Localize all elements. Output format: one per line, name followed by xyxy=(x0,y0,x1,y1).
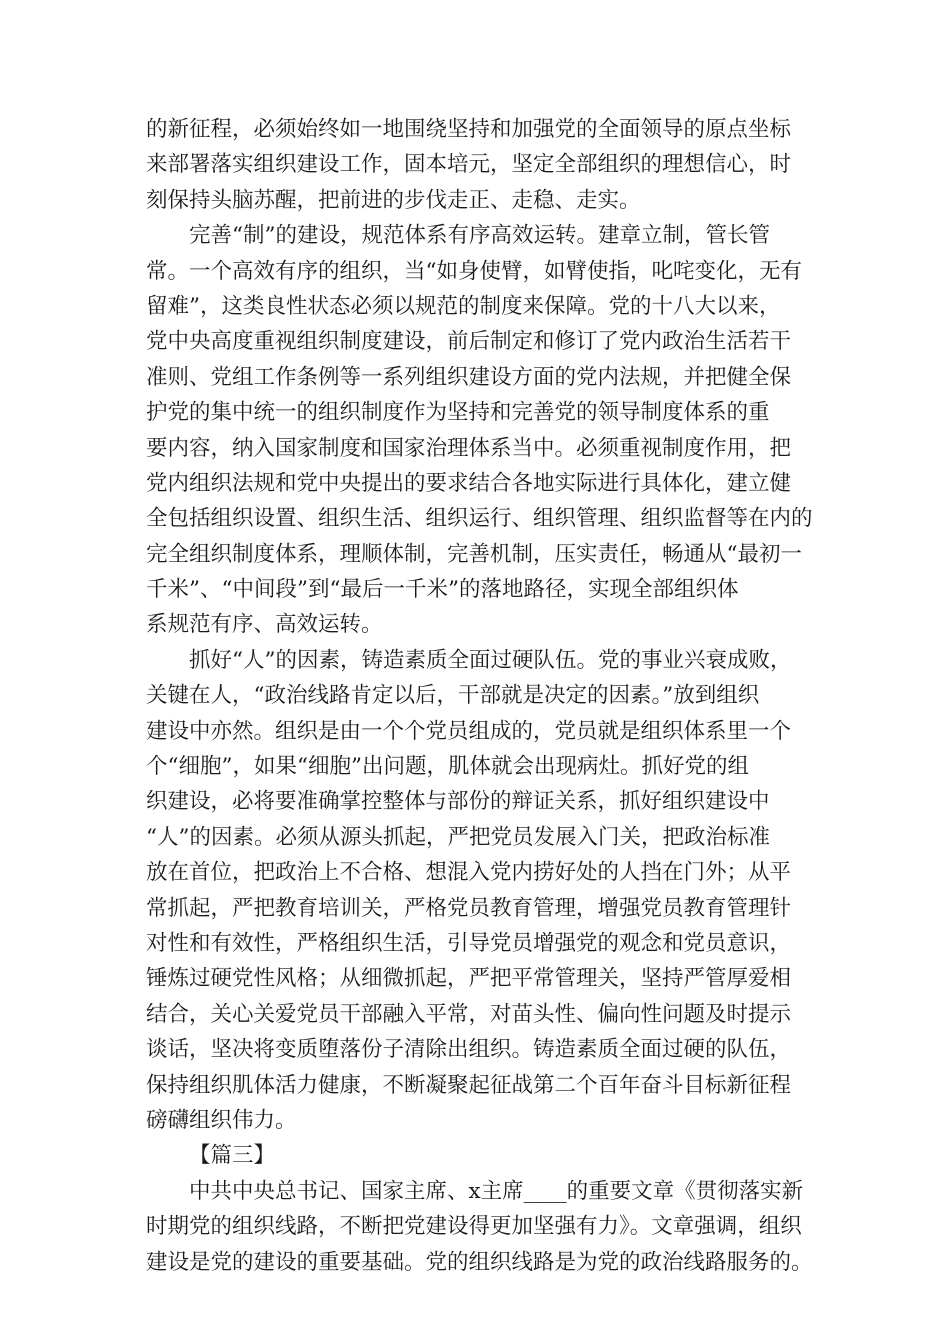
text-line: 保持组织肌体活力健康，不断凝聚起征战第二个百年奋斗目标新征程 xyxy=(146,1072,792,1098)
paragraph-first-line: 抓好“人”的因素，铸造素质全面过硬队伍。党的事业兴衰成败， xyxy=(189,647,792,673)
text-line: 磅礴组织伟力。 xyxy=(146,1107,297,1133)
text-line: 护党的集中统一的组织制度作为坚持和完善党的领导制度体系的重 xyxy=(146,400,770,426)
paragraph-first-line: 【篇三】 xyxy=(189,1143,276,1169)
text-line: “人”的因素。必须从源头抓起，严把党员发展入门关，把政治标准 xyxy=(146,824,770,850)
text-line: 的新征程，必须始终如一地围绕坚持和加强党的全面领导的原点坐标 xyxy=(146,117,792,142)
text-line: 准则、党组工作条例等一系列组织建设方面的党内法规，并把健全保 xyxy=(146,364,792,390)
text-line: 结合，关心关爱党员干部融入平常，对苗头性、偏向性问题及时提示 xyxy=(146,1001,792,1027)
text-line: 谈话，坚决将变质堕落份子清除出组织。铸造素质全面过硬的队伍， xyxy=(146,1037,792,1063)
text-line: 千米”、“中间段”到“最后一千米”的落地路径，实现全部组织体 xyxy=(146,577,739,603)
text-line: 刻保持头脑苏醒，把前进的步伐走正、走稳、走实。 xyxy=(146,187,641,213)
text-line: 锤炼过硬党性风格；从细微抓起，严把平常管理关，坚持严管厚爱相 xyxy=(146,966,792,992)
text-line: 全包括组织设置、组织生活、组织运行、组织管理、组织监督等在内的 xyxy=(146,506,813,532)
text-line: 时期党的组织线路，不断把党建设得更加坚强有力》。文章强调，组织 xyxy=(146,1214,802,1240)
text-line: 完全组织制度体系，理顺体制，完善机制，压实责任，畅通从“最初一 xyxy=(146,541,802,567)
paragraph-first-line: 完善“制”的建设，规范体系有序高效运转。建章立制，管长管 xyxy=(189,223,770,249)
text-line: 党内组织法规和党中央提出的要求结合各地实际进行具体化，建立健 xyxy=(146,470,792,496)
text-line: 留难”，这类良性状态必须以规范的制度来保障。党的十八大以来， xyxy=(146,293,781,319)
text-line: 对性和有效性，严格组织生活，引导党员增强党的观念和党员意识， xyxy=(146,930,792,956)
text-line: 建设是党的建设的重要基础。党的组织线路是为党的政治线路服务的。 xyxy=(146,1249,813,1275)
document-body xyxy=(146,112,826,1280)
text-line: 要内容，纳入国家制度和国家治理体系当中。必须重视制度作用，把 xyxy=(146,435,792,461)
text-line: 建设中亦然。组织是由一个个党员组成的，党员就是组织体系里一个 xyxy=(146,718,792,744)
text-line: 常抓起，严把教育培训关，严格党员教育管理，增强党员教育管理针 xyxy=(146,895,792,921)
text-line: 党中央高度重视组织制度建设，前后制定和修订了党内政治生活若干 xyxy=(146,329,792,355)
text-line: 织建设，必将要准确掌控整体与部份的辩证关系，抓好组织建设中 xyxy=(146,789,770,815)
text-line: 系规范有序、高效运转。 xyxy=(146,612,383,638)
paragraph-first-line: 中共中央总书记、国家主席、x主席____的重要文章《贯彻落实新 xyxy=(189,1178,804,1204)
text-line: 个“细胞”，如果“细胞”出问题，肌体就会出现病灶。抓好党的组 xyxy=(146,754,749,780)
text-line: 常。一个高效有序的组织，当“如身使臂，如臂使指，叱咤变化，无有 xyxy=(146,258,802,284)
text-line: 来部署落实组织建设工作，固本培元，坚定全部组织的理想信心，时 xyxy=(146,152,792,178)
text-line: 放在首位，把政治上不合格、想混入党内捞好处的人挡在门外；从平 xyxy=(146,860,792,886)
text-line: 关键在人，“政治线路肯定以后，干部就是决定的因素。”放到组织 xyxy=(146,683,760,709)
